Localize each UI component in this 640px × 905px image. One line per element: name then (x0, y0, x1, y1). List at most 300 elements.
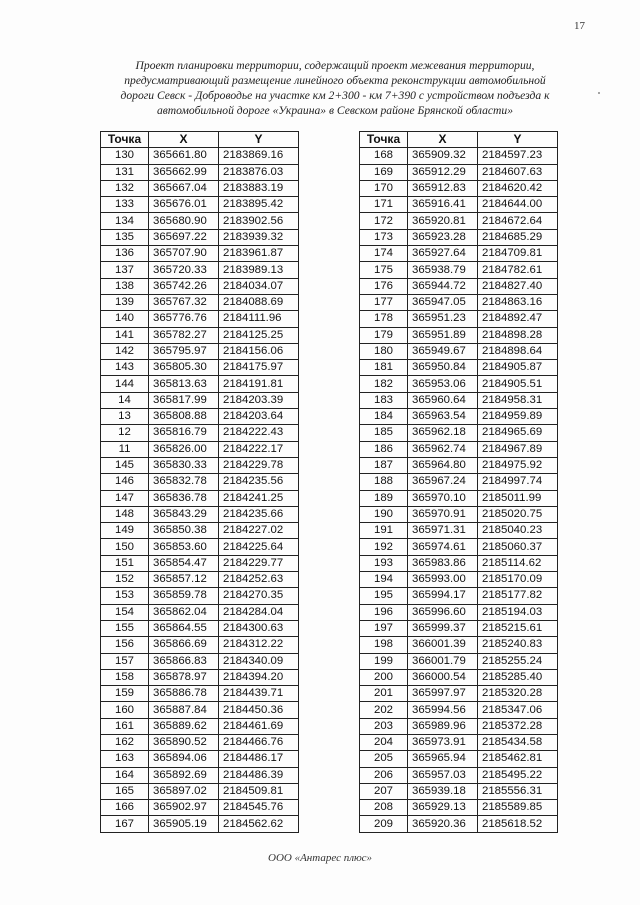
cell-point: 198 (360, 637, 408, 653)
cell-x: 365905.19 (149, 816, 219, 832)
cell-x: 365843.29 (149, 506, 219, 522)
cell-point: 156 (101, 637, 149, 653)
cell-x: 365853.60 (149, 539, 219, 555)
cell-point: 11 (101, 441, 149, 457)
cell-y: 2184545.76 (219, 800, 299, 816)
table-row (101, 637, 299, 653)
cell-point: 170 (360, 180, 408, 196)
header-x: X (408, 132, 478, 148)
table-row (360, 409, 558, 425)
table-row (360, 490, 558, 506)
cell-y: 2184597.23 (478, 148, 558, 164)
cell-point: 168 (360, 148, 408, 164)
title-line: дороги Севск - Доброводье на участке км 2+300 - км 7+390 с устройством подъезда к (120, 89, 550, 102)
cell-x: 365767.32 (149, 294, 219, 310)
cell-point: 144 (101, 376, 149, 392)
cell-y: 2184967.89 (478, 441, 558, 457)
cell-point: 152 (101, 572, 149, 588)
table-row (101, 457, 299, 473)
cell-x: 365965.94 (408, 751, 478, 767)
cell-x: 365720.33 (149, 262, 219, 278)
cell-point: 191 (360, 523, 408, 539)
table-row (360, 718, 558, 734)
cell-x: 365953.06 (408, 376, 478, 392)
table-row (360, 360, 558, 376)
cell-point: 187 (360, 457, 408, 473)
cell-point: 178 (360, 311, 408, 327)
cell-y: 2184898.64 (478, 343, 558, 359)
cell-x: 365816.79 (149, 425, 219, 441)
cell-point: 176 (360, 278, 408, 294)
cell-y: 2185215.61 (478, 620, 558, 636)
cell-x: 365947.05 (408, 294, 478, 310)
cell-point: 189 (360, 490, 408, 506)
cell-y: 2184227.02 (219, 523, 299, 539)
cell-y: 2185170.09 (478, 572, 558, 588)
cell-y: 2184672.64 (478, 213, 558, 229)
cell-y: 2184270.35 (219, 588, 299, 604)
cell-x: 365661.80 (149, 148, 219, 164)
table-row (101, 702, 299, 718)
cell-y: 2183876.03 (219, 164, 299, 180)
table-row (101, 555, 299, 571)
cell-point: 167 (101, 816, 149, 832)
scan-speck (598, 92, 600, 94)
cell-point: 159 (101, 686, 149, 702)
document-title (100, 58, 570, 118)
cell-x: 365795.97 (149, 343, 219, 359)
cell-y: 2184235.56 (219, 474, 299, 490)
cell-y: 2184461.69 (219, 718, 299, 734)
cell-y: 2184486.39 (219, 767, 299, 783)
table-row (360, 148, 558, 164)
table-row (360, 229, 558, 245)
cell-point: 185 (360, 425, 408, 441)
cell-y: 2184905.51 (478, 376, 558, 392)
cell-y: 2184709.81 (478, 246, 558, 262)
cell-x: 365970.10 (408, 490, 478, 506)
cell-x: 365944.72 (408, 278, 478, 294)
cell-point: 165 (101, 783, 149, 799)
table-row (360, 164, 558, 180)
cell-point: 146 (101, 474, 149, 490)
cell-y: 2184439.71 (219, 686, 299, 702)
table-row (360, 343, 558, 359)
cell-x: 365866.83 (149, 653, 219, 669)
cell-point: 158 (101, 669, 149, 685)
cell-y: 2185194.03 (478, 604, 558, 620)
cell-x: 365951.89 (408, 327, 478, 343)
cell-point: 135 (101, 229, 149, 245)
table-row (360, 800, 558, 816)
cell-x: 365859.78 (149, 588, 219, 604)
cell-x: 365951.23 (408, 311, 478, 327)
cell-y: 2184222.17 (219, 441, 299, 457)
cell-x: 365912.29 (408, 164, 478, 180)
table-row (101, 343, 299, 359)
cell-point: 174 (360, 246, 408, 262)
cell-point: 173 (360, 229, 408, 245)
cell-y: 2185285.40 (478, 669, 558, 685)
cell-y: 2183989.13 (219, 262, 299, 278)
cell-point: 208 (360, 800, 408, 816)
table-row (101, 734, 299, 750)
cell-y: 2184225.64 (219, 539, 299, 555)
coordinates-table-right (359, 131, 558, 833)
cell-x: 365889.62 (149, 718, 219, 734)
cell-x: 365929.13 (408, 800, 478, 816)
table-row (101, 490, 299, 506)
cell-x: 365836.78 (149, 490, 219, 506)
table-row (101, 360, 299, 376)
cell-x: 365782.27 (149, 327, 219, 343)
cell-y: 2185114.62 (478, 555, 558, 571)
cell-point: 182 (360, 376, 408, 392)
cell-point: 160 (101, 702, 149, 718)
cell-x: 365949.67 (408, 343, 478, 359)
cell-y: 2185589.85 (478, 800, 558, 816)
cell-y: 2183961.87 (219, 246, 299, 262)
table-row (360, 376, 558, 392)
cell-y: 2185255.24 (478, 653, 558, 669)
cell-x: 365920.81 (408, 213, 478, 229)
table-row (101, 620, 299, 636)
cell-y: 2184620.42 (478, 180, 558, 196)
cell-point: 166 (101, 800, 149, 816)
cell-point: 153 (101, 588, 149, 604)
cell-y: 2184175.97 (219, 360, 299, 376)
cell-y: 2183902.56 (219, 213, 299, 229)
coordinates-table-left (100, 131, 299, 833)
cell-point: 204 (360, 734, 408, 750)
table-row (360, 783, 558, 799)
table-row (360, 702, 558, 718)
cell-x: 365909.32 (408, 148, 478, 164)
cell-x: 365957.03 (408, 767, 478, 783)
cell-point: 193 (360, 555, 408, 571)
cell-point: 137 (101, 262, 149, 278)
table-row (101, 180, 299, 196)
cell-y: 2184898.28 (478, 327, 558, 343)
cell-y: 2185011.99 (478, 490, 558, 506)
table-row (101, 278, 299, 294)
cell-y: 2185556.31 (478, 783, 558, 799)
table-row (101, 783, 299, 799)
table-row (101, 539, 299, 555)
cell-x: 365993.00 (408, 572, 478, 588)
cell-point: 192 (360, 539, 408, 555)
table-row (360, 457, 558, 473)
table-row (101, 604, 299, 620)
cell-point: 175 (360, 262, 408, 278)
table-row (360, 767, 558, 783)
cell-y: 2183869.16 (219, 148, 299, 164)
cell-x: 365967.24 (408, 474, 478, 490)
cell-x: 365999.37 (408, 620, 478, 636)
table-row (360, 441, 558, 457)
cell-y: 2184997.74 (478, 474, 558, 490)
cell-point: 14 (101, 392, 149, 408)
cell-point: 163 (101, 751, 149, 767)
cell-y: 2184229.78 (219, 457, 299, 473)
table-row (101, 588, 299, 604)
title-line: Проект планировки территории, содержащий проект межевания территории, (135, 59, 535, 72)
cell-x: 365960.64 (408, 392, 478, 408)
table-row (101, 148, 299, 164)
table-row (101, 197, 299, 213)
cell-point: 207 (360, 783, 408, 799)
cell-point: 181 (360, 360, 408, 376)
table-row (360, 751, 558, 767)
table-row (101, 800, 299, 816)
cell-x: 365892.69 (149, 767, 219, 783)
cell-point: 132 (101, 180, 149, 196)
table-row (101, 311, 299, 327)
table-row (101, 669, 299, 685)
table-row (101, 294, 299, 310)
footer-company: ООО «Антарес плюс» (268, 852, 372, 864)
table-row (101, 246, 299, 262)
cell-point: 209 (360, 816, 408, 832)
cell-point: 151 (101, 555, 149, 571)
table-row (360, 278, 558, 294)
cell-y: 2185040.23 (478, 523, 558, 539)
cell-x: 365950.84 (408, 360, 478, 376)
table-row (101, 474, 299, 490)
cell-x: 365707.90 (149, 246, 219, 262)
cell-point: 201 (360, 686, 408, 702)
cell-y: 2184450.36 (219, 702, 299, 718)
table-header-row (101, 132, 299, 148)
table-row (101, 409, 299, 425)
cell-x: 365817.99 (149, 392, 219, 408)
table-row (101, 441, 299, 457)
cell-point: 196 (360, 604, 408, 620)
cell-point: 133 (101, 197, 149, 213)
cell-x: 365996.60 (408, 604, 478, 620)
cell-y: 2185372.28 (478, 718, 558, 734)
cell-x: 365864.55 (149, 620, 219, 636)
table-row (360, 686, 558, 702)
table-row (360, 637, 558, 653)
table-row (360, 734, 558, 750)
cell-point: 136 (101, 246, 149, 262)
cell-x: 365850.38 (149, 523, 219, 539)
table-row (360, 555, 558, 571)
page-number: 17 (574, 20, 585, 32)
cell-y: 2184284.04 (219, 604, 299, 620)
cell-y: 2184958.31 (478, 392, 558, 408)
cell-y: 2184607.63 (478, 164, 558, 180)
cell-x: 365923.28 (408, 229, 478, 245)
cell-x: 366001.79 (408, 653, 478, 669)
cell-y: 2184644.00 (478, 197, 558, 213)
table-row (101, 425, 299, 441)
table-row (101, 229, 299, 245)
cell-x: 365832.78 (149, 474, 219, 490)
table-row (360, 669, 558, 685)
cell-y: 2184975.92 (478, 457, 558, 473)
cell-x: 365902.97 (149, 800, 219, 816)
cell-y: 2184252.63 (219, 572, 299, 588)
cell-point: 171 (360, 197, 408, 213)
cell-x: 365994.56 (408, 702, 478, 718)
cell-y: 2184300.63 (219, 620, 299, 636)
cell-y: 2184466.76 (219, 734, 299, 750)
cell-y: 2185060.37 (478, 539, 558, 555)
cell-y: 2185495.22 (478, 767, 558, 783)
cell-y: 2185020.75 (478, 506, 558, 522)
cell-y: 2183895.42 (219, 197, 299, 213)
cell-point: 138 (101, 278, 149, 294)
cell-x: 365805.30 (149, 360, 219, 376)
header-point: Точка (101, 132, 149, 148)
cell-x: 365912.83 (408, 180, 478, 196)
cell-x: 365927.64 (408, 246, 478, 262)
table-row (360, 294, 558, 310)
cell-y: 2184312.22 (219, 637, 299, 653)
cell-point: 199 (360, 653, 408, 669)
cell-y: 2184203.64 (219, 409, 299, 425)
table-row (360, 392, 558, 408)
header-y: Y (219, 132, 299, 148)
cell-x: 365897.02 (149, 783, 219, 799)
cell-y: 2185347.06 (478, 702, 558, 718)
cell-x: 365971.31 (408, 523, 478, 539)
cell-y: 2184241.25 (219, 490, 299, 506)
cell-x: 365826.00 (149, 441, 219, 457)
cell-y: 2185240.83 (478, 637, 558, 653)
cell-point: 195 (360, 588, 408, 604)
cell-point: 134 (101, 213, 149, 229)
table-row (101, 718, 299, 734)
cell-y: 2184222.43 (219, 425, 299, 441)
table-row (101, 523, 299, 539)
table-row (360, 246, 558, 262)
cell-x: 365854.47 (149, 555, 219, 571)
cell-y: 2184235.66 (219, 506, 299, 522)
table-row (101, 213, 299, 229)
cell-x: 365776.76 (149, 311, 219, 327)
cell-x: 365857.12 (149, 572, 219, 588)
cell-x: 365920.36 (408, 816, 478, 832)
cell-y: 2184965.69 (478, 425, 558, 441)
cell-x: 365974.61 (408, 539, 478, 555)
cell-y: 2183939.32 (219, 229, 299, 245)
cell-y: 2184959.89 (478, 409, 558, 425)
cell-x: 365866.69 (149, 637, 219, 653)
cell-y: 2184782.61 (478, 262, 558, 278)
cell-x: 365742.26 (149, 278, 219, 294)
cell-point: 13 (101, 409, 149, 425)
cell-point: 197 (360, 620, 408, 636)
table-row (360, 425, 558, 441)
cell-point: 177 (360, 294, 408, 310)
cell-y: 2184088.69 (219, 294, 299, 310)
cell-point: 190 (360, 506, 408, 522)
cell-point: 179 (360, 327, 408, 343)
cell-point: 194 (360, 572, 408, 588)
cell-x: 365890.52 (149, 734, 219, 750)
table-header-row (360, 132, 558, 148)
cell-x: 365916.41 (408, 197, 478, 213)
cell-point: 162 (101, 734, 149, 750)
cell-point: 142 (101, 343, 149, 359)
cell-y: 2184394.20 (219, 669, 299, 685)
cell-point: 155 (101, 620, 149, 636)
cell-point: 161 (101, 718, 149, 734)
table-row (360, 262, 558, 278)
cell-x: 365962.18 (408, 425, 478, 441)
cell-point: 140 (101, 311, 149, 327)
cell-point: 148 (101, 506, 149, 522)
table-row (360, 604, 558, 620)
table-row (101, 506, 299, 522)
cell-y: 2184191.81 (219, 376, 299, 392)
table-row (360, 474, 558, 490)
cell-point: 164 (101, 767, 149, 783)
cell-x: 365997.97 (408, 686, 478, 702)
cell-point: 157 (101, 653, 149, 669)
cell-y: 2185462.81 (478, 751, 558, 767)
table-row (360, 327, 558, 343)
cell-y: 2184111.96 (219, 311, 299, 327)
cell-x: 365697.22 (149, 229, 219, 245)
cell-y: 2184203.39 (219, 392, 299, 408)
cell-x: 366000.54 (408, 669, 478, 685)
cell-point: 141 (101, 327, 149, 343)
cell-y: 2184034.07 (219, 278, 299, 294)
cell-y: 2184562.62 (219, 816, 299, 832)
table-row (101, 767, 299, 783)
cell-point: 188 (360, 474, 408, 490)
cell-x: 365970.91 (408, 506, 478, 522)
cell-x: 365964.80 (408, 457, 478, 473)
cell-x: 366001.39 (408, 637, 478, 653)
table-row (101, 816, 299, 832)
table-row (360, 816, 558, 832)
cell-y: 2184905.87 (478, 360, 558, 376)
cell-point: 147 (101, 490, 149, 506)
cell-y: 2185618.52 (478, 816, 558, 832)
header-point: Точка (360, 132, 408, 148)
cell-y: 2184827.40 (478, 278, 558, 294)
cell-x: 365808.88 (149, 409, 219, 425)
table-row (101, 262, 299, 278)
cell-x: 365994.17 (408, 588, 478, 604)
cell-y: 2183883.19 (219, 180, 299, 196)
table-row (101, 376, 299, 392)
cell-x: 365989.96 (408, 718, 478, 734)
cell-x: 365830.33 (149, 457, 219, 473)
cell-point: 205 (360, 751, 408, 767)
cell-point: 12 (101, 425, 149, 441)
table-row (360, 620, 558, 636)
cell-point: 131 (101, 164, 149, 180)
table-row (360, 311, 558, 327)
table-row (360, 506, 558, 522)
cell-point: 150 (101, 539, 149, 555)
cell-x: 365963.54 (408, 409, 478, 425)
table-row (360, 653, 558, 669)
cell-x: 365938.79 (408, 262, 478, 278)
title-line: автомобильной дороге «Украина» в Севском районе Брянской области» (156, 104, 514, 117)
cell-y: 2185320.28 (478, 686, 558, 702)
table-row (360, 588, 558, 604)
cell-y: 2185434.58 (478, 734, 558, 750)
cell-y: 2184486.17 (219, 751, 299, 767)
cell-x: 365973.91 (408, 734, 478, 750)
